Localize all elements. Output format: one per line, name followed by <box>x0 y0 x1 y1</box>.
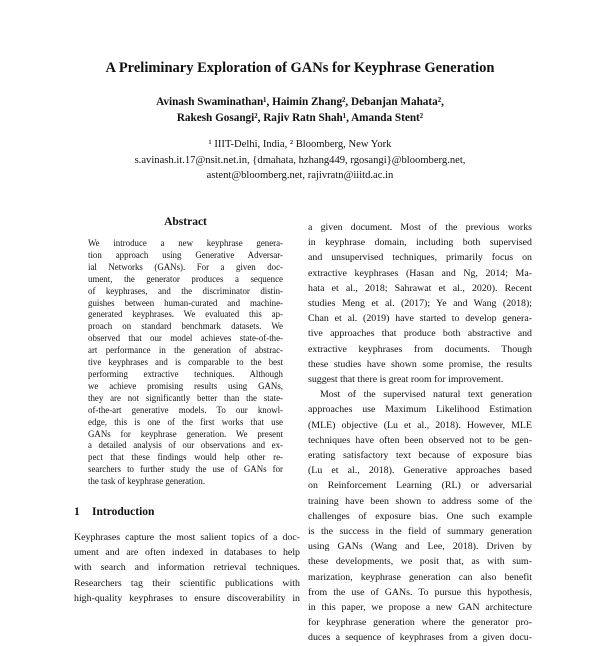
text-line: we achieve promising results using GANs, <box>88 380 283 391</box>
author-line: Rakesh Gosangi², Rajiv Ratn Shah¹, Amanda Stent² <box>176 112 424 124</box>
text-line: generated keyphrases. We evaluated this ap- <box>88 309 283 320</box>
text-line: training have been shown to address some of the <box>308 495 532 507</box>
author-line: Avinash Swaminathan¹, Haimin Zhang², Debanjan Mahata², <box>156 96 444 108</box>
text-line: tive approaches that produce both abstractive and <box>308 328 532 340</box>
text-line: (MLE) objective (Lu et al., 2018). However, MLE <box>308 419 532 431</box>
text-line: art performance in the generation of abstrac- <box>88 345 283 356</box>
text-line: they are not significantly better than the state- <box>88 392 283 403</box>
text-line: a detailed analysis of our observations and ex- <box>88 440 283 451</box>
text-line: from the use of GANs. To pursue this hypothesis, <box>308 586 532 598</box>
text-line: Chan et al. (2019) have started to develop genera- <box>308 313 532 325</box>
text-line: ument, the generator produces a sequence <box>88 273 283 284</box>
text-line: the task of keyphrase generation. <box>88 476 206 487</box>
text-line: Researchers tag their scientific publications with <box>74 577 300 589</box>
author-list <box>0 94 600 126</box>
text-line: in this paper, we propose a new GAN architecture <box>308 602 532 614</box>
introduction-text <box>74 530 300 606</box>
text-line: challenges of exposure bias. One such example <box>308 510 532 522</box>
text-line: suggest that there is great room for improvement. <box>308 374 504 386</box>
text-line: in keyphrase domain, including both supervised <box>308 237 532 249</box>
text-line: tive keyphrases and is comparable to the best <box>88 357 283 368</box>
text-line: observed that our model achieves state-of-the- <box>88 333 283 344</box>
text-line: ument and are often indexed in databases to help <box>74 547 300 559</box>
text-line: performing extractive techniques. Although <box>88 368 283 379</box>
text-line: pect that these findings would help other re- <box>88 452 283 463</box>
text-line: (Lu et al., 2018). Generative approaches based <box>308 465 532 477</box>
text-line: We introduce a new keyphrase genera- <box>88 238 283 248</box>
abstract-heading: Abstract <box>164 216 207 228</box>
text-line: edge, this is one of the first works that use <box>88 416 283 427</box>
text-line: ial Networks (GANs). For a given doc- <box>88 261 283 272</box>
text-line: these developments, we posit that, as with sum- <box>308 556 532 568</box>
text-line: with search and information retrieval techniques. <box>74 562 300 574</box>
abstract-text <box>88 238 283 488</box>
email-line: s.avinash.it.17@nsit.net.in, {dmahata, hzhang449, rgosangi}@bloomberg.net, <box>134 154 466 166</box>
section-heading <box>74 506 304 518</box>
paper-title: A Preliminary Exploration of GANs for Keyphrase Generation <box>105 60 495 76</box>
text-line: for keyphrase generation where the generator pro- <box>308 617 532 629</box>
text-line: a given document. Most of the previous works <box>308 222 532 233</box>
text-line: high-quality keyphrases to ensure discoverability in <box>74 592 300 604</box>
text-line: duces a sequence of keyphrases from a given docu- <box>308 632 532 644</box>
text-line: using GANs (Wang and Lee, 2018). Driven by <box>308 541 532 553</box>
text-line: tion approach using Generative Adversar- <box>88 249 283 260</box>
text-line: guishes between human-curated and machine- <box>88 297 283 308</box>
text-line: extractive keyphrases from documents. Though <box>308 343 532 355</box>
text-line: approaches use Maximum Likelihood Estimation <box>308 404 532 416</box>
affiliation-line: ¹ IIIT-Delhi, India, ² Bloomberg, New York <box>208 139 392 150</box>
affiliations <box>0 137 600 184</box>
text-line: marization, keyphrase generation can also benefit <box>308 571 532 583</box>
text-line: and unsupervised techniques, primarily focus on <box>308 252 532 264</box>
text-line: searchers to further study the use of GANs for <box>88 464 283 475</box>
section-title: Introduction <box>92 506 155 518</box>
text-line: these studies have shown some promise, the results <box>308 358 532 370</box>
text-line: Keyphrases capture the most salient topics of a doc- <box>74 532 300 543</box>
text-line: extractive keyphrases (Hasan and Ng, 2014; Ma- <box>308 267 532 279</box>
text-line: hata et al., 2018; Sahrawat et al., 2020). Recent <box>308 282 532 294</box>
text-line: erating satisfactory text because of exposure bias <box>308 450 532 462</box>
text-line: of-the-art generative models. To our knowl- <box>88 404 283 415</box>
text-line: on Reinforcement Learning (RL) or adversarial <box>308 480 532 492</box>
text-line: studies Meng et al. (2017); Ye and Wang (2018); <box>308 298 532 310</box>
text-line: of keyphrases, and the discriminator distin- <box>88 285 283 296</box>
section-number: 1 <box>74 506 80 518</box>
text-line: is the success in the field of summary generation <box>308 526 532 538</box>
text-line: GANs for keyphrase generation. We present <box>88 428 283 439</box>
text-line: Most of the supervised natural text generation <box>320 389 532 401</box>
right-column-text <box>308 220 532 646</box>
email-line: astent@bloomberg.net, rajivratn@iiitd.ac.in <box>206 170 394 181</box>
text-line: proach on standard benchmark datasets. We <box>88 321 283 332</box>
text-line: techniques have often been observed not to be gen- <box>308 434 532 446</box>
